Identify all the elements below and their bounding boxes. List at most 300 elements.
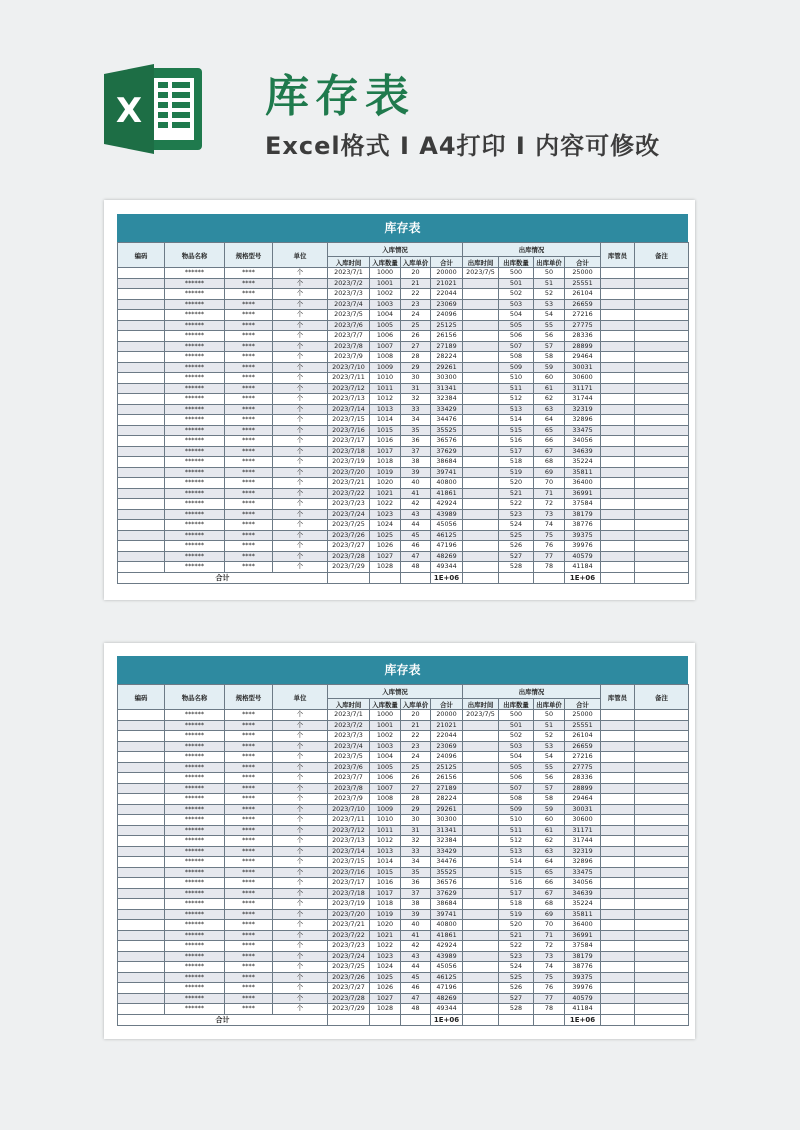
cell-out-date	[463, 867, 499, 878]
cell-unit: 个	[273, 846, 328, 857]
cell-in-total: 25125	[431, 320, 463, 331]
cell-unit: 个	[273, 488, 328, 499]
table-row	[118, 804, 689, 815]
cell-spec: ****	[225, 373, 273, 384]
totals-label: 合计	[118, 572, 328, 583]
cell-in-total: 39741	[431, 467, 463, 478]
cell-in-qty: 1023	[370, 509, 401, 520]
cell-keeper	[601, 720, 635, 731]
header-keeper: 库管员	[601, 243, 635, 268]
cell-name: ******	[165, 899, 225, 910]
cell-note	[635, 930, 689, 941]
table-row	[118, 310, 689, 321]
cell-code	[118, 509, 165, 520]
cell-spec: ****	[225, 951, 273, 962]
cell-note	[635, 1004, 689, 1015]
cell-name: ******	[165, 310, 225, 321]
cell-out-price: 77	[534, 551, 565, 562]
cell-name: ******	[165, 394, 225, 405]
cell-out-price: 50	[534, 710, 565, 721]
cell-in-qty: 1001	[370, 278, 401, 289]
cell-name: ******	[165, 741, 225, 752]
cell-in-date: 2023/7/13	[328, 394, 370, 405]
cell-out-price: 53	[534, 299, 565, 310]
table-row	[118, 962, 689, 973]
cell-note	[635, 962, 689, 973]
cell-in-date: 2023/7/21	[328, 478, 370, 489]
cell-in-date: 2023/7/4	[328, 741, 370, 752]
cell-spec: ****	[225, 846, 273, 857]
cell-spec: ****	[225, 331, 273, 342]
cell-code	[118, 383, 165, 394]
cell-note	[635, 551, 689, 562]
cell-out-price: 54	[534, 752, 565, 763]
cell-in-price: 20	[401, 268, 431, 279]
cell-out-date	[463, 752, 499, 763]
cell-name: ******	[165, 909, 225, 920]
cell-keeper	[601, 320, 635, 331]
cell-in-date: 2023/7/12	[328, 825, 370, 836]
cell-name: ******	[165, 878, 225, 889]
cell-in-qty: 1010	[370, 815, 401, 826]
cell-spec: ****	[225, 752, 273, 763]
cell-code	[118, 268, 165, 279]
cell-unit: 个	[273, 394, 328, 405]
cell-out-price: 64	[534, 415, 565, 426]
cell-out-date: 2023/7/5	[463, 268, 499, 279]
cell-note	[635, 541, 689, 552]
cell-unit: 个	[273, 520, 328, 531]
cell-out-qty: 505	[499, 320, 534, 331]
cell-keeper	[601, 846, 635, 857]
cell-in-date: 2023/7/18	[328, 888, 370, 899]
cell-in-price: 42	[401, 499, 431, 510]
cell-out-date	[463, 825, 499, 836]
cell-out-price: 62	[534, 394, 565, 405]
cell-out-total: 33475	[565, 425, 601, 436]
header-out-time: 出库时间	[463, 699, 499, 710]
cell-out-price: 55	[534, 762, 565, 773]
cell-code	[118, 415, 165, 426]
cell-out-qty: 516	[499, 878, 534, 889]
cell-keeper	[601, 362, 635, 373]
cell-out-total: 25000	[565, 268, 601, 279]
cell-note	[635, 404, 689, 415]
cell-name: ******	[165, 499, 225, 510]
cell-in-total: 41861	[431, 488, 463, 499]
cell-in-date: 2023/7/14	[328, 846, 370, 857]
cell-code	[118, 878, 165, 889]
cell-out-total: 28336	[565, 773, 601, 784]
cell-out-qty: 505	[499, 762, 534, 773]
cell-in-qty: 1022	[370, 499, 401, 510]
cell-out-price: 56	[534, 331, 565, 342]
cell-in-price: 36	[401, 436, 431, 447]
cell-out-qty: 523	[499, 951, 534, 962]
cell-out-qty: 500	[499, 710, 534, 721]
cell-keeper	[601, 341, 635, 352]
cell-unit: 个	[273, 762, 328, 773]
cell-in-date: 2023/7/5	[328, 752, 370, 763]
cell-in-price: 28	[401, 794, 431, 805]
cell-in-price: 33	[401, 846, 431, 857]
cell-in-total: 21021	[431, 278, 463, 289]
cell-unit: 个	[273, 710, 328, 721]
cell-in-date: 2023/7/18	[328, 446, 370, 457]
cell-in-total: 38684	[431, 899, 463, 910]
cell-unit: 个	[273, 972, 328, 983]
cell-in-qty: 1008	[370, 352, 401, 363]
cell-out-price: 68	[534, 899, 565, 910]
cell-unit: 个	[273, 825, 328, 836]
cell-in-price: 45	[401, 530, 431, 541]
cell-code	[118, 530, 165, 541]
cell-out-total: 30031	[565, 804, 601, 815]
cell-in-price: 28	[401, 352, 431, 363]
header-out-group: 出库情况	[463, 243, 601, 257]
header-note: 备注	[635, 685, 689, 710]
cell-spec: ****	[225, 488, 273, 499]
cell-in-qty: 1017	[370, 446, 401, 457]
cell-code	[118, 794, 165, 805]
cell-out-price: 74	[534, 520, 565, 531]
cell-in-date: 2023/7/29	[328, 1004, 370, 1015]
header-name: 物品名称	[165, 685, 225, 710]
cell-in-price: 37	[401, 446, 431, 457]
cell-in-date: 2023/7/17	[328, 878, 370, 889]
cell-note	[635, 310, 689, 321]
cell-in-date: 2023/7/24	[328, 951, 370, 962]
header-out-qty: 出库数量	[499, 257, 534, 268]
cell-code	[118, 467, 165, 478]
cell-out-qty: 518	[499, 899, 534, 910]
cell-code	[118, 289, 165, 300]
header-in-qty: 入库数量	[370, 257, 401, 268]
table-row	[118, 731, 689, 742]
cell-note	[635, 773, 689, 784]
cell-out-price: 65	[534, 425, 565, 436]
cell-keeper	[601, 888, 635, 899]
cell-keeper	[601, 457, 635, 468]
cell-in-total: 48269	[431, 993, 463, 1004]
cell-out-qty: 503	[499, 741, 534, 752]
cell-in-qty: 1023	[370, 951, 401, 962]
cell-spec: ****	[225, 720, 273, 731]
table-row	[118, 457, 689, 468]
cell-note	[635, 289, 689, 300]
cell-code	[118, 373, 165, 384]
header-name: 物品名称	[165, 243, 225, 268]
cell-keeper	[601, 562, 635, 573]
cell-note	[635, 941, 689, 952]
totals-in: 1E+06	[431, 572, 463, 583]
cell-in-qty: 1011	[370, 383, 401, 394]
cell-name: ******	[165, 436, 225, 447]
table-row	[118, 878, 689, 889]
cell-name: ******	[165, 509, 225, 520]
cell-out-total: 29464	[565, 794, 601, 805]
table-row	[118, 710, 689, 721]
cell-out-date	[463, 278, 499, 289]
cell-in-qty: 1027	[370, 993, 401, 1004]
cell-out-date	[463, 499, 499, 510]
cell-in-total: 36576	[431, 436, 463, 447]
cell-in-price: 30	[401, 815, 431, 826]
cell-in-date: 2023/7/3	[328, 731, 370, 742]
cell-name: ******	[165, 530, 225, 541]
cell-in-qty: 1005	[370, 320, 401, 331]
cell-unit: 个	[273, 341, 328, 352]
cell-in-date: 2023/7/24	[328, 509, 370, 520]
cell-keeper	[601, 857, 635, 868]
cell-out-price: 58	[534, 352, 565, 363]
cell-in-price: 47	[401, 993, 431, 1004]
cell-spec: ****	[225, 930, 273, 941]
cell-out-price: 70	[534, 478, 565, 489]
cell-out-qty: 528	[499, 562, 534, 573]
cell-out-qty: 517	[499, 888, 534, 899]
cell-out-qty: 502	[499, 289, 534, 300]
cell-spec: ****	[225, 857, 273, 868]
cell-out-price: 67	[534, 446, 565, 457]
cell-in-qty: 1005	[370, 762, 401, 773]
cell-spec: ****	[225, 878, 273, 889]
cell-in-qty: 1015	[370, 425, 401, 436]
cell-keeper	[601, 299, 635, 310]
cell-code	[118, 710, 165, 721]
cell-in-date: 2023/7/16	[328, 425, 370, 436]
cell-keeper	[601, 488, 635, 499]
cell-in-qty: 1020	[370, 920, 401, 931]
cell-out-total: 27216	[565, 310, 601, 321]
header-out-group: 出库情况	[463, 685, 601, 699]
header-spec: 规格型号	[225, 243, 273, 268]
cell-in-price: 32	[401, 836, 431, 847]
cell-in-date: 2023/7/16	[328, 867, 370, 878]
cell-name: ******	[165, 867, 225, 878]
cell-out-price: 73	[534, 509, 565, 520]
cell-keeper	[601, 878, 635, 889]
cell-unit: 个	[273, 562, 328, 573]
cell-spec: ****	[225, 962, 273, 973]
cell-keeper	[601, 836, 635, 847]
cell-in-qty: 1026	[370, 541, 401, 552]
cell-out-total: 32896	[565, 857, 601, 868]
cell-in-price: 29	[401, 362, 431, 373]
cell-out-price: 51	[534, 278, 565, 289]
cell-note	[635, 909, 689, 920]
cell-in-date: 2023/7/2	[328, 278, 370, 289]
cell-out-total: 39976	[565, 541, 601, 552]
cell-in-date: 2023/7/27	[328, 983, 370, 994]
cell-spec: ****	[225, 741, 273, 752]
cell-in-total: 49344	[431, 562, 463, 573]
cell-keeper	[601, 783, 635, 794]
cell-name: ******	[165, 846, 225, 857]
cell-code	[118, 825, 165, 836]
cell-in-qty: 1021	[370, 930, 401, 941]
cell-in-total: 46125	[431, 530, 463, 541]
cell-note	[635, 836, 689, 847]
header-out-qty: 出库数量	[499, 699, 534, 710]
cell-in-qty: 1003	[370, 741, 401, 752]
cell-in-total: 40800	[431, 478, 463, 489]
cell-out-total: 26104	[565, 289, 601, 300]
cell-out-total: 36991	[565, 930, 601, 941]
cell-in-price: 24	[401, 310, 431, 321]
table-row	[118, 720, 689, 731]
cell-out-price: 57	[534, 783, 565, 794]
cell-spec: ****	[225, 541, 273, 552]
cell-out-qty: 500	[499, 268, 534, 279]
header-in-time: 入库时间	[328, 699, 370, 710]
header-in-price: 入库单价	[401, 699, 431, 710]
cell-out-total: 34056	[565, 878, 601, 889]
table-row	[118, 815, 689, 826]
cell-in-price: 43	[401, 951, 431, 962]
cell-out-price: 66	[534, 878, 565, 889]
cell-out-total: 25000	[565, 710, 601, 721]
cell-in-total: 37629	[431, 446, 463, 457]
cell-in-price: 39	[401, 467, 431, 478]
cell-out-price: 57	[534, 341, 565, 352]
cell-unit: 个	[273, 331, 328, 342]
cell-spec: ****	[225, 815, 273, 826]
cell-unit: 个	[273, 909, 328, 920]
cell-name: ******	[165, 783, 225, 794]
cell-out-qty: 528	[499, 1004, 534, 1015]
cell-name: ******	[165, 457, 225, 468]
cell-code	[118, 899, 165, 910]
cell-out-price: 69	[534, 467, 565, 478]
cell-spec: ****	[225, 762, 273, 773]
table-body	[118, 710, 689, 1015]
cell-in-date: 2023/7/9	[328, 794, 370, 805]
table-row	[118, 857, 689, 868]
cell-name: ******	[165, 920, 225, 931]
cell-in-total: 45056	[431, 520, 463, 531]
cell-out-date	[463, 341, 499, 352]
cell-name: ******	[165, 983, 225, 994]
cell-out-total: 35811	[565, 909, 601, 920]
cell-in-qty: 1014	[370, 415, 401, 426]
cell-out-date	[463, 320, 499, 331]
cell-out-total: 28899	[565, 783, 601, 794]
cell-in-price: 27	[401, 783, 431, 794]
cell-in-qty: 1024	[370, 520, 401, 531]
cell-out-date: 2023/7/5	[463, 710, 499, 721]
sheet-title: 库存表	[117, 656, 688, 684]
inventory-table	[117, 242, 689, 584]
header-in-group: 入库情况	[328, 685, 463, 699]
cell-out-qty: 504	[499, 752, 534, 763]
cell-out-date	[463, 878, 499, 889]
cell-spec: ****	[225, 362, 273, 373]
table-row	[118, 331, 689, 342]
cell-in-date: 2023/7/13	[328, 836, 370, 847]
cell-out-qty: 508	[499, 794, 534, 805]
cell-keeper	[601, 731, 635, 742]
cell-out-qty: 509	[499, 362, 534, 373]
cell-out-total: 41184	[565, 1004, 601, 1015]
cell-in-qty: 1012	[370, 836, 401, 847]
cell-spec: ****	[225, 394, 273, 405]
cell-spec: ****	[225, 794, 273, 805]
cell-in-qty: 1007	[370, 783, 401, 794]
cell-in-total: 29261	[431, 362, 463, 373]
inventory-sheet	[117, 214, 688, 584]
cell-spec: ****	[225, 888, 273, 899]
cell-code	[118, 888, 165, 899]
table-row	[118, 446, 689, 457]
cell-in-date: 2023/7/7	[328, 773, 370, 784]
cell-name: ******	[165, 731, 225, 742]
cell-unit: 个	[273, 783, 328, 794]
cell-out-qty: 507	[499, 341, 534, 352]
cell-out-total: 40579	[565, 551, 601, 562]
cell-note	[635, 467, 689, 478]
cell-unit: 个	[273, 752, 328, 763]
cell-spec: ****	[225, 909, 273, 920]
cell-in-date: 2023/7/3	[328, 289, 370, 300]
cell-code	[118, 551, 165, 562]
cell-out-total: 29464	[565, 352, 601, 363]
cell-in-price: 26	[401, 773, 431, 784]
cell-note	[635, 509, 689, 520]
cell-keeper	[601, 993, 635, 1004]
cell-in-price: 33	[401, 404, 431, 415]
cell-out-total: 39375	[565, 972, 601, 983]
cell-in-price: 42	[401, 941, 431, 952]
cell-in-qty: 1014	[370, 857, 401, 868]
cell-unit: 个	[273, 899, 328, 910]
cell-out-total: 39375	[565, 530, 601, 541]
table-row	[118, 394, 689, 405]
cell-note	[635, 341, 689, 352]
totals-out: 1E+06	[565, 572, 601, 583]
header-in-time: 入库时间	[328, 257, 370, 268]
cell-out-date	[463, 530, 499, 541]
cell-unit: 个	[273, 373, 328, 384]
cell-code	[118, 362, 165, 373]
cell-out-price: 67	[534, 888, 565, 899]
cell-spec: ****	[225, 341, 273, 352]
cell-out-qty: 503	[499, 299, 534, 310]
cell-keeper	[601, 962, 635, 973]
cell-spec: ****	[225, 299, 273, 310]
cell-keeper	[601, 278, 635, 289]
cell-note	[635, 352, 689, 363]
hero-title: 库存表	[265, 71, 415, 122]
table-row	[118, 867, 689, 878]
cell-code	[118, 278, 165, 289]
cell-out-total: 25551	[565, 278, 601, 289]
header-code: 编码	[118, 243, 165, 268]
cell-unit: 个	[273, 310, 328, 321]
cell-out-date	[463, 488, 499, 499]
cell-unit: 个	[273, 1004, 328, 1015]
cell-out-date	[463, 794, 499, 805]
svg-text:X: X	[115, 91, 143, 131]
inventory-table	[117, 684, 689, 1026]
cell-out-date	[463, 310, 499, 321]
cell-in-total: 24096	[431, 310, 463, 321]
cell-keeper	[601, 467, 635, 478]
cell-spec: ****	[225, 320, 273, 331]
cell-out-total: 32319	[565, 404, 601, 415]
cell-unit: 个	[273, 888, 328, 899]
cell-out-qty: 522	[499, 941, 534, 952]
